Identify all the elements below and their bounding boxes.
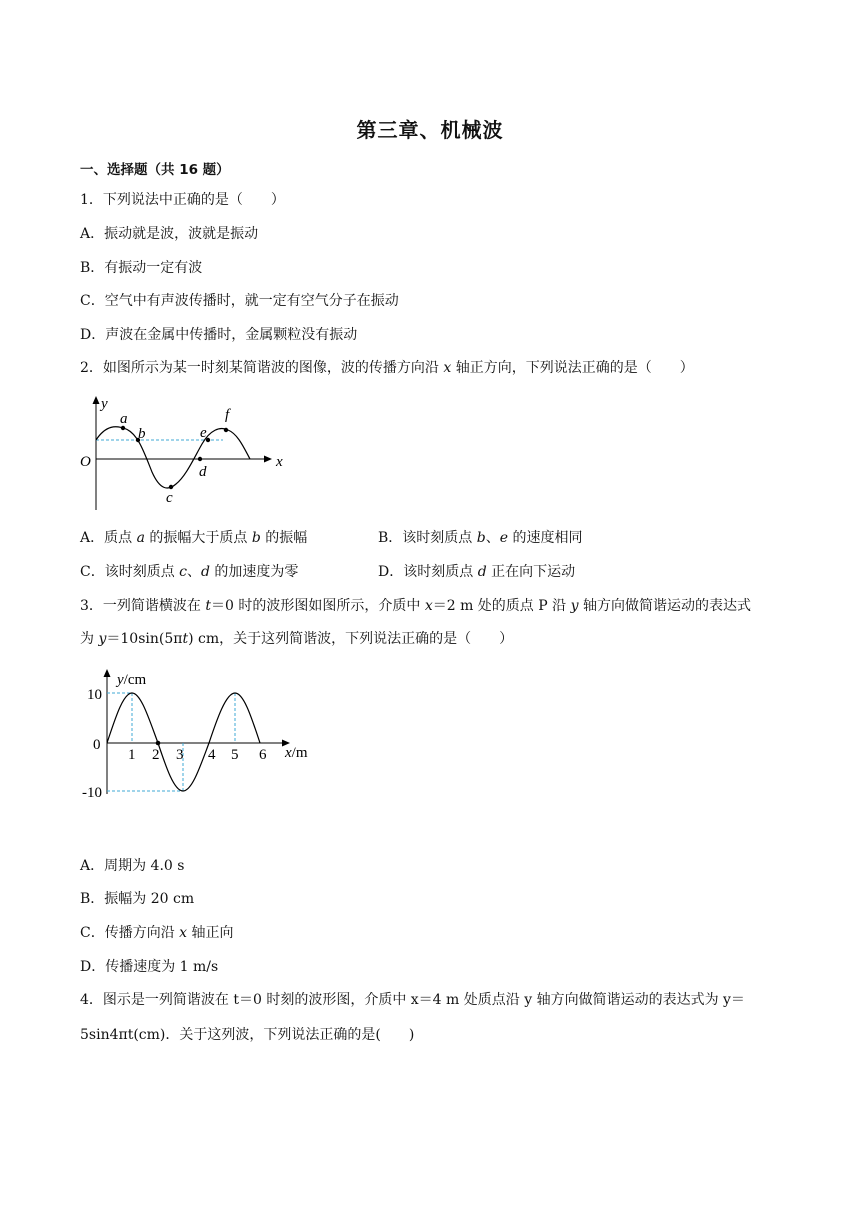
q2-fig-label-b: b [138, 426, 146, 442]
q2-fig-xlabel: x [276, 454, 283, 470]
q3-option-c: C．传播方向沿 x 轴正向 [80, 925, 234, 941]
q3-fig-xtick: 2 [152, 747, 160, 763]
q2-fig-ylabel: y [101, 396, 108, 412]
q2-option-d: D．该时刻质点 d 正在向下运动 [378, 564, 576, 580]
q3-option-d: D．传播速度为 1 m/s [80, 959, 219, 975]
q1-option-a: A．振动就是波，波就是振动 [80, 226, 259, 242]
q4-stem-line2: 5sin4πt(cm)．关于这列波，下列说法正确的是( ) [80, 1027, 415, 1043]
q3-stem-line2: 为 y＝10sin(5πt) cm，关于这列简谐波，下列说法正确的是（ ） [80, 631, 514, 647]
q3-stem-line1: 3．一列简谐横波在 t＝0 时的波形图如图所示，介质中 x＝2 m 处的质点 P 沿 y 轴方向做简谐运动的表达式 [80, 598, 751, 614]
q2-stem: 2．如图所示为某一时刻某简谐波的图像，波的传播方向沿 x 轴正方向，下列说法正确的是（ ） [80, 360, 694, 376]
q3-option-b: B．振幅为 20 cm [80, 891, 195, 907]
q2-fig-label-e: e [200, 425, 207, 441]
q2-option-a: A．质点 a 的振幅大于质点 b 的振幅 [80, 530, 308, 546]
q3-fig-ylabel: y/cm [117, 672, 147, 688]
q3-fig-ytick: 0 [93, 737, 101, 753]
q2-option-b: B．该时刻质点 b、e 的速度相同 [378, 530, 583, 546]
q3-fig-xtick: 5 [231, 747, 239, 763]
q3-wave-figure [78, 664, 323, 804]
q1-option-b: B．有振动一定有波 [80, 260, 203, 276]
q1-option-c: C．空气中有声波传播时，就一定有空气分子在振动 [80, 293, 399, 309]
q2-fig-label-c: c [166, 490, 173, 506]
q3-fig-xtick: 4 [208, 747, 216, 763]
q2-fig-label-f: f [225, 407, 230, 423]
q2-option-c: C．该时刻质点 c、d 的加速度为零 [80, 564, 299, 580]
q3-fig-xtick: 1 [128, 747, 136, 763]
q2-wave-figure [78, 392, 283, 517]
q3-fig-xlabel: x/m [285, 745, 308, 761]
q1-option-d: D．声波在金属中传播时，金属颗粒没有振动 [80, 327, 358, 343]
q3-fig-xtick: 3 [176, 747, 184, 763]
q2-fig-label-a: a [120, 411, 128, 427]
q1-stem: 1．下列说法中正确的是（ ） [80, 192, 285, 208]
q3-fig-xtick: 6 [259, 747, 267, 763]
section-heading: 一、选择题（共 16 题） [80, 162, 230, 178]
q2-fig-origin: O [80, 454, 91, 470]
q4-stem-line1: 4．图示是一列简谐波在 t＝0 时刻的波形图，介质中 x＝4 m 处质点沿 y 轴方向做简谐运动的表达式为 y＝ [80, 992, 745, 1008]
q3-fig-ytick: 10 [87, 687, 102, 703]
q2-fig-label-d: d [199, 464, 207, 480]
q3-option-a: A．周期为 4.0 s [80, 858, 185, 874]
q3-fig-ytick: -10 [82, 785, 102, 801]
page-title: 第三章、机械波 [356, 118, 504, 142]
